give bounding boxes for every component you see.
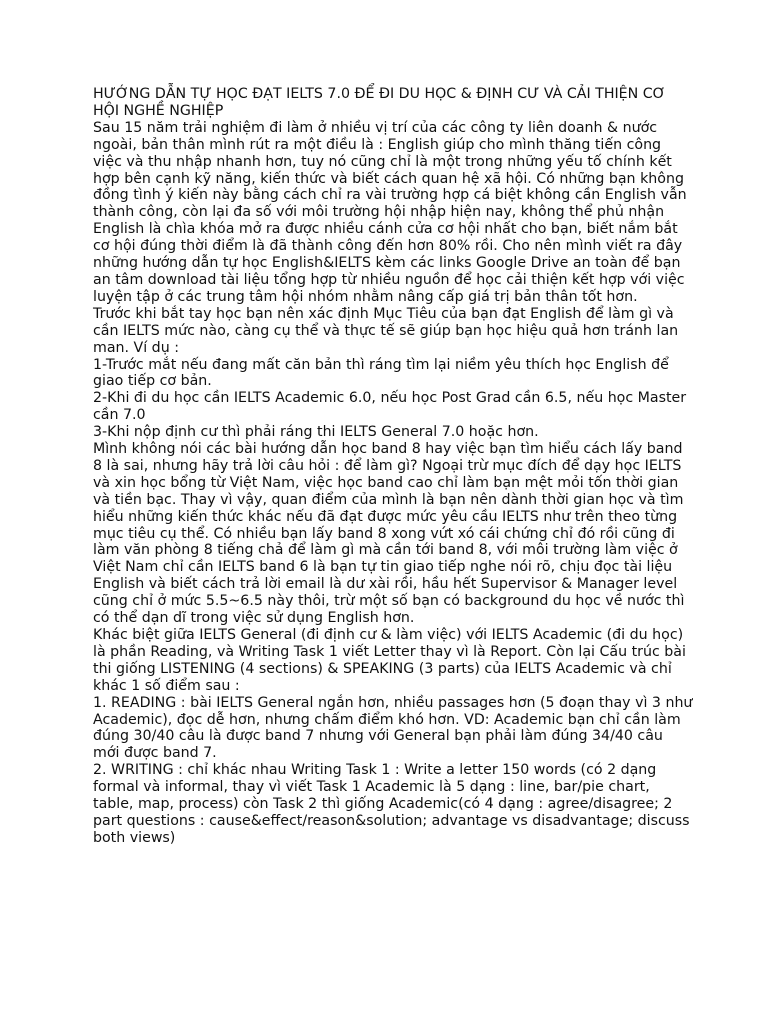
list-item-goal-2: 2-Khi đi du học cần IELTS Academic 6.0, nếu học Post Grad cần 6.5, nếu học Master cần 7.0 [93, 390, 687, 424]
paragraph-goals: Trước khi bắt tay học bạn nên xác định Mục Tiêu của bạn đạt English để làm gì và cần IELTS mức nào, càng cụ thể và thực tế sẽ giúp bạn học hiệu quả hơn tránh lan man. Ví dụ : [93, 305, 679, 356]
list-item-goal-1: 1-Trước mắt nếu đang mất căn bản thì ráng tìm lại niềm yêu thích học English để giao tiếp cơ bản. [93, 356, 669, 390]
paragraph-band-8: Mình không nói các bài hướng dẫn học band 8 hay việc bạn tìm hiểu cách lấy band 8 là sai, nhưng hãy trả lời câu hỏi : để làm gì? Ngoại trừ mục đích để dạy học IELTS và xin học bổng từ Việt Nam, việc học band cao chỉ làm bạn mệt mỏi tốn thời gian và tiền bạc. Thay vì vậy, quan điểm của mình là bạn nên dành thời gian học và tìm hiểu những kiến thức khác nếu đã đạt được mức yêu cầu IELTS như trên theo từng mục tiêu cụ thể. Có nhiều bạn lấy band 8 xong vứt xó cái chứng chỉ đó rồi cũng đi làm văn phòng 8 tiếng chả để làm gì mà cần tới band 8, với môi trường làm việc ở Việt Nam chỉ cần IELTS band 6 là bạn tự tin giao tiếp nghe nói rõ, chịu đọc tài liệu English và biết cách trả lời email là dư xài rồi, hầu hết Supervisor & Manager level cũng chỉ ở mức 5.5~6.5 này thôi, trừ một số bạn có background du học về nước thì có thể dạn dĩ trong việc sử dụng English hơn. [93, 441, 685, 627]
list-item-writing: 2. WRITING : chỉ khác nhau Writing Task 1 : Write a letter 150 words (có 2 dạng formal và informal, thay vì viết Task 1 Academic là 5 dạng : line, bar/pie chart, table, map, process) còn Task 2 thì giống Academic(có 4 dạng : agree/disagree; 2 part questions : cause&effect/reason&solution; advantage vs disadvantage; discuss both views) [93, 762, 690, 846]
paragraph-general-vs-academic: Khác biệt giữa IELTS General (đi định cư & làm việc) với IELTS Academic (đi du học) là phần Reading, và Writing Task 1 viết Letter thay vì là Report. Còn lại Cấu trúc bài thi giống LISTENING (4 sections) & SPEAKING (3 parts) của IELTS Academic và chỉ khác 1 số điểm sau : [93, 627, 686, 694]
paragraph-intro: Sau 15 năm trải nghiệm đi làm ở nhiều vị trí của các công ty liên doanh & nước ngoài, bản thân mình rút ra một điều là : English giúp cho mình thăng tiến công việc và thu nhập nhanh hơn, tuy nó cũng chỉ là một trong những yếu tố chính kết hợp bên cạnh kỹ năng, kiến thức và biết cách quan hệ xã hội. Có những bạn không đồng tình ý kiến này bằng cách chỉ ra vài trường hợp cá biệt không cần English vẫn thành công, còn lại đa số với môi trường hội nhập hiện nay, không thể phủ nhận English là chìa khóa mở ra được nhiều cánh cửa cơ hội nhất cho bạn, biết nắm bắt cơ hội đúng thời điểm là đã thành công đến hơn 80% rồi. Cho nên mình viết ra đây những hướng dẫn tự học English&IELTS kèm các links Google Drive an toàn để bạn an tâm download tài liệu tổng hợp từ nhiều nguồn để học cải thiện kết hợp với việc luyện tập ở các trung tâm hội nhóm nhằm nâng cấp giá trị bản thân tốt hơn. [93, 119, 687, 305]
document-body [93, 86, 693, 847]
list-item-goal-3: 3-Khi nộp định cư thì phải ráng thi IELTS General 7.0 hoặc hơn. [93, 424, 539, 441]
document-title: HƯỚNG DẪN TỰ HỌC ĐẠT IELTS 7.0 ĐỂ ĐI DU HỌC & ĐỊNH CƯ VÀ CẢI THIỆN CƠ HỘI NGHỀ NGHIỆP [93, 86, 666, 119]
list-item-reading: 1. READING : bài IELTS General ngắn hơn, nhiều passages hơn (5 đoạn thay vì 3 như Academic), đọc dễ hơn, nhưng chấm điểm khó hơn. VD: Academic bạn chỉ cần làm đúng 30/40 câu là được band 7 nhưng với General bạn phải làm đúng 34/40 câu mới được band 7. [93, 694, 693, 762]
